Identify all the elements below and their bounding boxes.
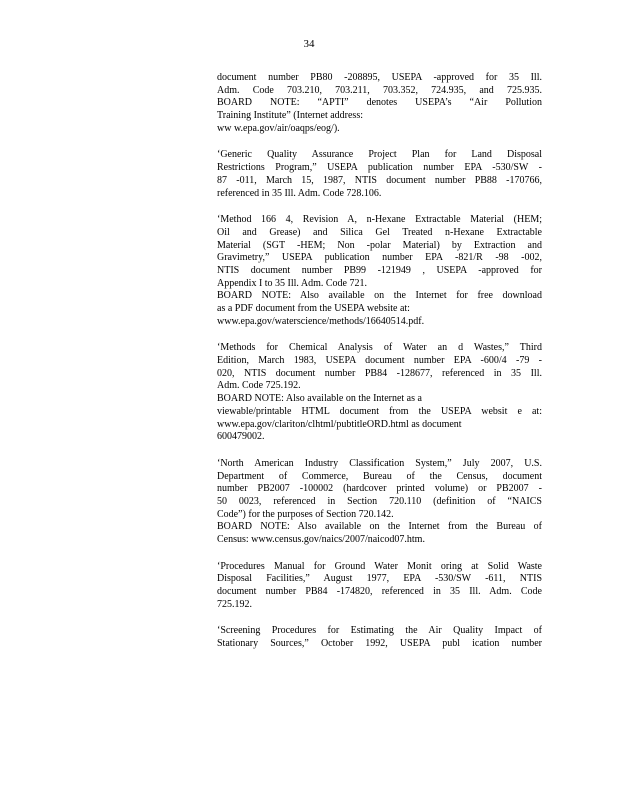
reference-entry (217, 342, 542, 444)
text-line: 725.192. (217, 598, 252, 610)
text-line: www.epa.gov/clariton/clhtml/pubtitleORD.html as document (217, 418, 462, 430)
text-line: BOARD NOTE: Also available on the Internet as a (217, 393, 422, 405)
reference-entry (217, 214, 542, 328)
text-line: Code”) for the purposes of Section 720.142. (217, 508, 394, 520)
text-line: Restrictions Program,” USEPA publication number EPA -530/SW - (217, 162, 542, 174)
text-line: viewable/printable HTML document from the USEPA websit e at: (217, 405, 542, 417)
text-line: document number PB80 -208895, USEPA -approved for 35 Ill. (217, 72, 542, 83)
text-line: ww w.epa.gov/air/oaqps/eog/). (217, 122, 340, 134)
text-line: 87 -011, March 15, 1987, NTIS document number PB88 -170766, (217, 174, 542, 186)
text-line: 020, NTIS document number PB84 -128677, referenced in 35 Ill. (217, 367, 542, 379)
text-line: Appendix I to 35 Ill. Adm. Code 721. (217, 277, 367, 289)
text-line: ‘Screening Procedures for Estimating the Air Quality Impact of (217, 625, 542, 637)
text-line: as a PDF document from the USEPA website at: (217, 303, 410, 314)
text-line: BOARD NOTE: “APTI” denotes USEPA’s “Air Pollution (217, 97, 542, 109)
text-line: Material (SGT -HEM; Non -polar Material) by Extraction and (217, 239, 542, 251)
page-number: 34 (303, 38, 315, 50)
reference-entry (217, 625, 542, 650)
text-line: Department of Commerce, Bureau of the Census, document (217, 470, 542, 482)
text-line: www.epa.gov/waterscience/methods/16640514.pdf. (217, 315, 425, 327)
text-line: ‘Methods for Chemical Analysis of Water an d Wastes,” Third (217, 342, 542, 354)
text-line: Gravimetry,” USEPA publication number EPA -821/R -98 -002, (217, 252, 542, 264)
text-line: Edition, March 1983, USEPA document number EPA -600/4 -79 - (217, 355, 542, 367)
text-line: NTIS document number PB99 -121949 , USEPA -approved for (217, 264, 542, 276)
reference-entry (217, 149, 542, 200)
text-line: referenced in 35 Ill. Adm. Code 728.106. (217, 187, 382, 199)
text-line: BOARD NOTE: Also available on the Internet from the Bureau of (217, 521, 542, 533)
text-line: document number PB84 -174820, referenced in 35 Ill. Adm. Code (217, 586, 542, 598)
text-line: Adm. Code 725.192. (217, 380, 301, 392)
reference-entry (217, 72, 542, 135)
text-line: 600479002. (217, 431, 265, 443)
text-line: ‘Generic Quality Assurance Project Plan for Land Disposal (217, 149, 542, 161)
reference-entry (217, 561, 542, 612)
text-line: Stationary Sources,” October 1992, USEPA publ ication number (217, 638, 542, 650)
text-line: BOARD NOTE: Also available on the Internet for free download (217, 290, 542, 302)
text-line: Census: www.census.gov/naics/2007/naicod07.htm. (217, 534, 425, 545)
reference-entry (217, 458, 542, 547)
text-line: ‘Procedures Manual for Ground Water Monit oring at Solid Waste (217, 560, 542, 572)
text-line: number PB2007 -100002 (hardcover printed volume) or PB2007 - (217, 483, 542, 495)
text-line: Oil and Grease) and Silica Gel Treated n-Hexane Extractable (217, 226, 542, 238)
text-line: Disposal Facilities,” August 1977, EPA -530/SW -611, NTIS (217, 573, 542, 585)
text-line: 50 0023, referenced in Section 720.110 (definition of “NAICS (217, 495, 542, 507)
text-line: ‘North American Industry Classification System,” July 2007, U.S. (217, 457, 542, 469)
text-line: Training Institute” (Internet address: (217, 110, 363, 122)
text-line: Adm. Code 703.210, 703.211, 703.352, 724.935, and 725.935. (217, 84, 542, 96)
text-line: ‘Method 166 4, Revision A, n-Hexane Extractable Material (HEM; (217, 214, 542, 226)
document-body (217, 72, 542, 665)
